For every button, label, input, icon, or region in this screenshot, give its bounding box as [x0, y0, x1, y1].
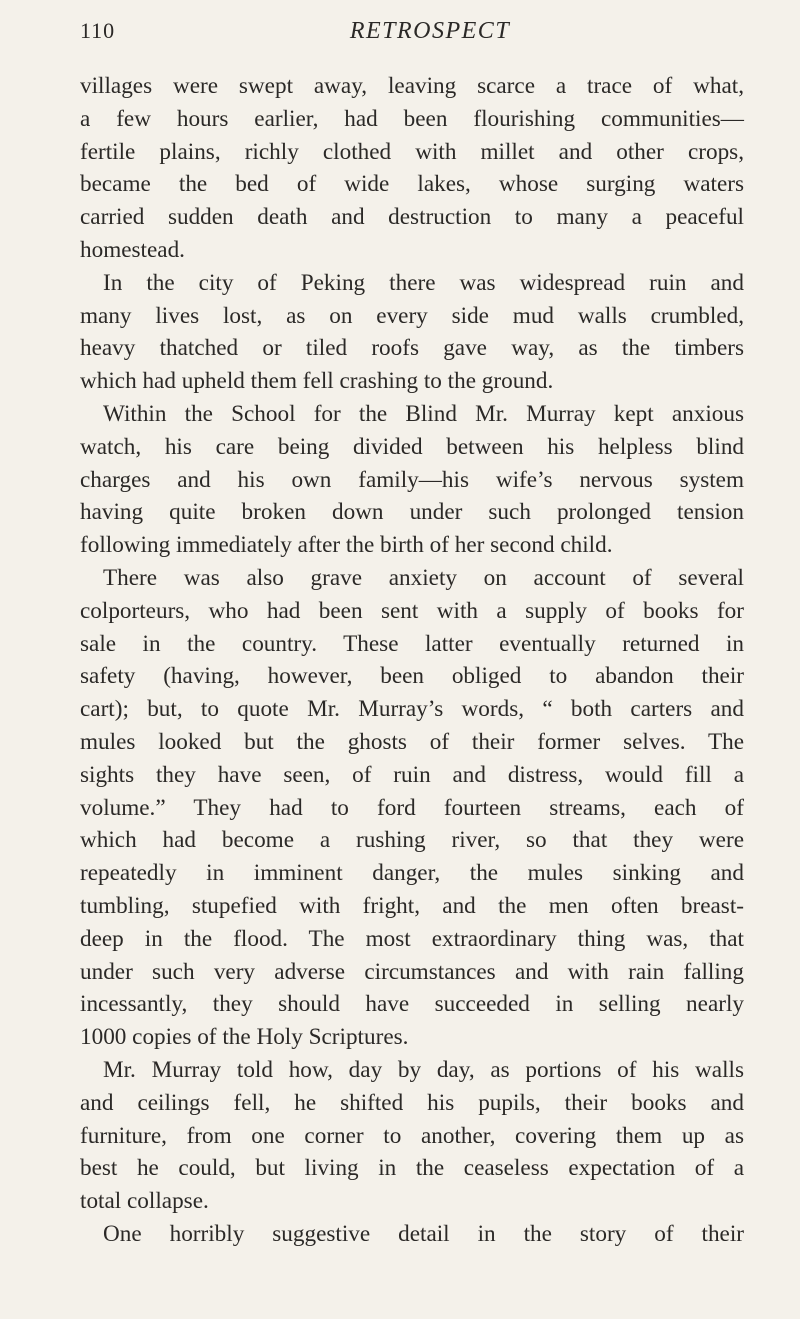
text-line: heavy thatched or tiled roofs gave way, as the timbers: [80, 335, 744, 362]
text-line: Within the School for the Blind Mr. Murray kept anxious: [103, 400, 744, 427]
text-line: total collapse.: [80, 1188, 209, 1215]
text-line: safety (having, however, been obliged to abandon their: [80, 663, 744, 690]
text-line: tumbling, stupefied with fright, and the men often breast-: [80, 892, 744, 919]
text-line: following immediately after the birth of her second child.: [80, 532, 613, 559]
text-line: carried sudden death and destruction to many a peaceful: [80, 204, 744, 231]
text-line: charges and his own family—his wife’s nervous system: [80, 466, 744, 493]
text-line: having quite broken down under such prolonged tension: [80, 499, 744, 526]
text-line: under such very adverse circumstances and with rain falling: [80, 958, 744, 985]
text-line: 1000 copies of the Holy Scriptures.: [80, 1024, 409, 1051]
text-line: deep in the flood. The most extraordinary thing was, that: [80, 925, 744, 952]
page-number: 110: [80, 18, 116, 43]
text-line: Mr. Murray told how, day by day, as portions of his walls: [103, 1056, 744, 1083]
text-line: colporteurs, who had been sent with a supply of books for: [80, 597, 744, 624]
text-line: watch, his care being divided between his helpless blind: [80, 433, 744, 460]
text-line: There was also grave anxiety on account of several: [103, 564, 744, 591]
text-line: which had become a rushing river, so that they were: [80, 827, 744, 854]
body-text: [80, 70, 744, 1251]
text-line: mules looked but the ghosts of their former selves. The: [80, 728, 744, 755]
text-line: became the bed of wide lakes, whose surging waters: [80, 171, 744, 198]
text-line: which had upheld them fell crashing to the ground.: [80, 368, 554, 395]
text-line: incessantly, they should have succeeded in selling nearly: [80, 991, 744, 1018]
text-line: a few hours earlier, had been flourishing communities—: [80, 105, 744, 132]
text-line: cart); but, to quote Mr. Murray’s words, “ both carters and: [80, 696, 744, 723]
page-header: [80, 18, 740, 52]
text-line: furniture, from one corner to another, covering them up as: [80, 1122, 744, 1149]
text-line: sights they have seen, of ruin and distress, would fill a: [80, 761, 744, 788]
running-head: RETROSPECT: [349, 18, 511, 44]
text-line: best he could, but living in the ceaseless expectation of a: [80, 1155, 744, 1182]
text-line: fertile plains, richly clothed with millet and other crops,: [80, 138, 744, 165]
text-line: repeatedly in imminent danger, the mules sinking and: [80, 860, 744, 887]
text-line: and ceilings fell, he shifted his pupils, their books and: [80, 1089, 744, 1116]
text-line: volume.” They had to ford fourteen streams, each of: [80, 794, 744, 821]
text-line: many lives lost, as on every side mud walls crumbled,: [80, 302, 744, 329]
text-line: sale in the country. These latter eventually returned in: [80, 630, 744, 657]
text-line: homestead.: [80, 236, 185, 263]
text-line: In the city of Peking there was widespread ruin and: [103, 269, 744, 296]
text-line: One horribly suggestive detail in the story of their: [103, 1220, 744, 1247]
text-line: villages were swept away, leaving scarce a trace of what,: [80, 73, 744, 99]
